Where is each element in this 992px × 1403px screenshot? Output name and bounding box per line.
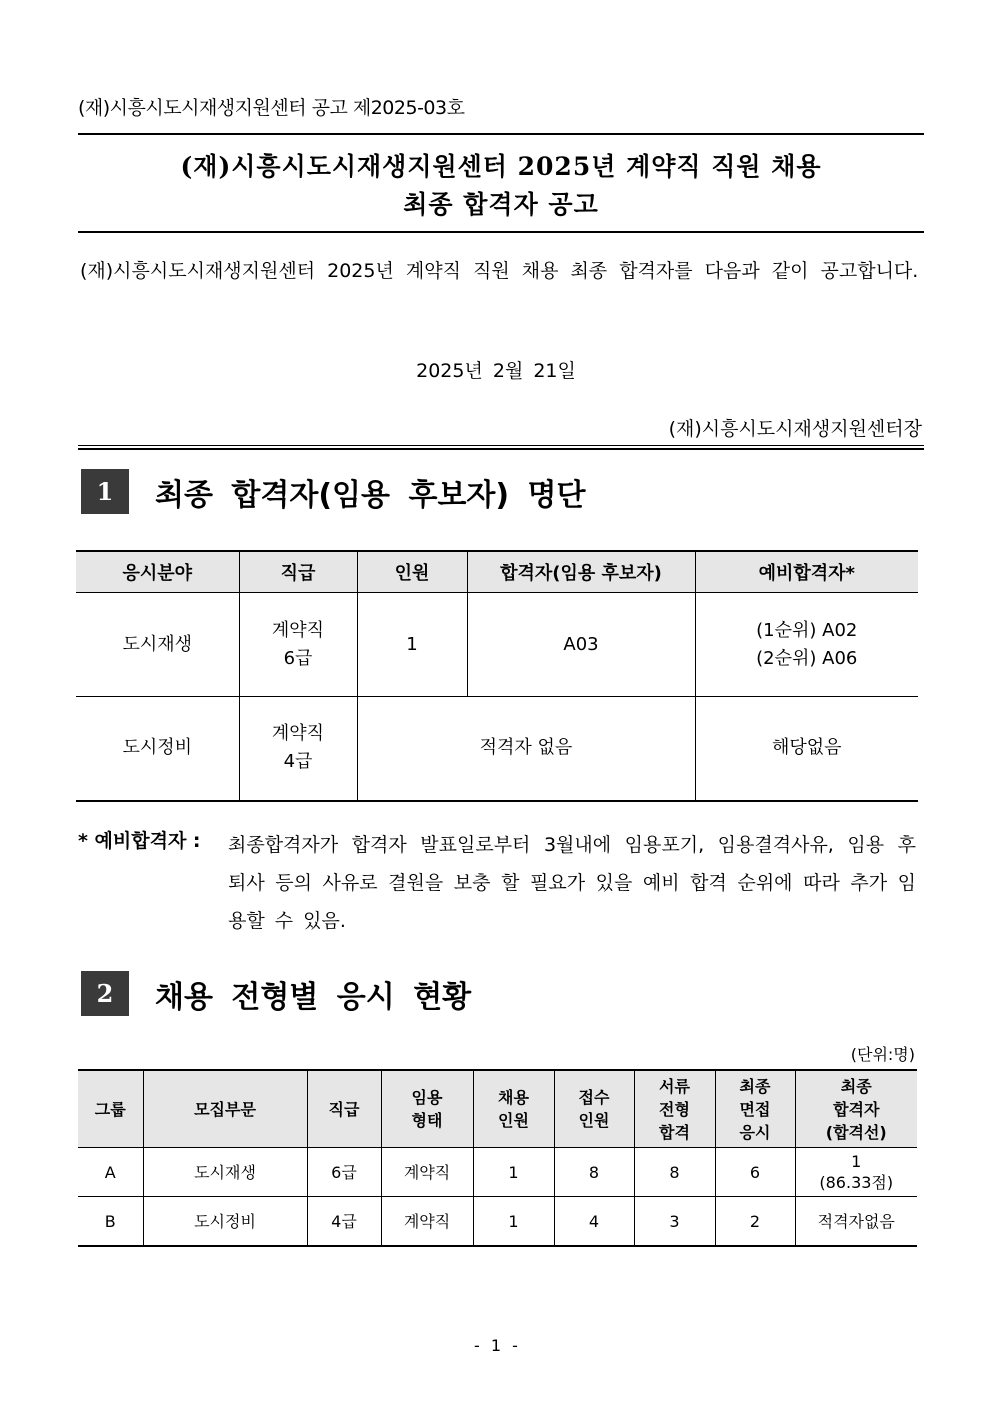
header-top-rule: [78, 133, 924, 135]
cell-final-line1: 1: [851, 1152, 862, 1171]
cell-dept: 도시정비: [143, 1197, 307, 1247]
col-header-hire: [473, 1070, 554, 1148]
header-text: 직급: [328, 1099, 360, 1119]
table-row: [76, 697, 918, 801]
col-header-grade: [307, 1070, 381, 1148]
cell-applied: 4: [554, 1197, 634, 1247]
issuer: (재)시흥시도시재생지원센터장: [668, 418, 922, 440]
announcement-date: 2025년 2월 21일: [416, 360, 576, 382]
cell-final-line2: (86.33점): [819, 1173, 894, 1192]
cell-type: 계약직: [381, 1197, 473, 1247]
cell-grade-line2: 6급: [283, 647, 313, 669]
table-row: [78, 1197, 917, 1247]
header-text: 합격자: [833, 1099, 880, 1119]
header-text: 인원: [578, 1111, 610, 1130]
cell-applied: 8: [554, 1148, 634, 1197]
col-header-doc-pass: [634, 1070, 715, 1148]
header-text: 접수: [578, 1088, 610, 1107]
cell-hire: 1: [473, 1148, 554, 1197]
cell-field: 도시재생: [76, 593, 239, 697]
col-header-final: [795, 1070, 917, 1148]
cell-field: 도시정비: [76, 697, 239, 801]
header-text: 전형: [659, 1099, 690, 1119]
header-text: 임용: [411, 1088, 443, 1107]
cell-grade-line1: 계약직: [271, 619, 325, 641]
cell-no-qualified: 적격자 없음: [357, 697, 695, 801]
col-header-field: 응시분야: [76, 551, 239, 593]
header-text: 최종: [739, 1076, 771, 1096]
header-bottom-rule: [78, 231, 924, 233]
table-header-row: [76, 551, 918, 593]
col-header-passer: 합격자(임용 후보자): [467, 551, 695, 593]
cell-reserve: [695, 593, 918, 697]
col-header-interview: [715, 1070, 795, 1148]
header-text: 채용: [498, 1088, 529, 1107]
col-header-count: 인원: [357, 551, 467, 593]
header-text: 합격: [659, 1122, 690, 1142]
notice-number: (재)시흥시도시재생지원센터 공고 제2025-03호: [78, 97, 465, 119]
cell-doc-pass: 8: [634, 1148, 715, 1197]
header-text: 면접: [739, 1099, 771, 1119]
cell-interview: 6: [715, 1148, 795, 1197]
header-text: 최종: [840, 1076, 872, 1096]
cell-passer: A03: [467, 593, 695, 697]
issuer-double-rule-top: [78, 445, 924, 446]
cell-doc-pass: 3: [634, 1197, 715, 1247]
cell-count: 1: [357, 593, 467, 697]
cell-dept: 도시재생: [143, 1148, 307, 1197]
col-header-grade: 직급: [239, 551, 357, 593]
cell-grade-line1: 계약직: [271, 723, 325, 745]
cell-reserve-line2: (2순위) A06: [756, 647, 858, 669]
cell-reserve-line1: (1순위) A02: [756, 619, 858, 641]
unit-label: (단위:명): [850, 1045, 915, 1064]
col-header-applied: [554, 1070, 634, 1148]
header-text: 인원: [498, 1111, 529, 1130]
cell-reserve: 해당없음: [695, 697, 918, 801]
section-2-title: 채용 전형별 응시 현황: [155, 980, 472, 1015]
col-header-group: [78, 1070, 143, 1148]
cell-interview: 2: [715, 1197, 795, 1247]
page-number: - 1 -: [474, 1336, 518, 1355]
cell-group: A: [78, 1148, 143, 1197]
cell-grade: [239, 593, 357, 697]
issuer-double-rule-bottom: [78, 448, 924, 450]
table-header-row: [78, 1070, 917, 1148]
header-text: 그룹: [94, 1099, 126, 1119]
cell-group: B: [78, 1197, 143, 1247]
cell-grade: 6급: [307, 1148, 381, 1197]
section-2-number: 2: [81, 971, 129, 1016]
header-text: 응시: [739, 1122, 771, 1142]
table-row: [78, 1148, 917, 1197]
intro-text: (재)시흥시도시재생지원센터 2025년 계약직 직원 채용 최종 합격자를 다음과 같이 공고합니다.: [80, 260, 919, 282]
cell-hire: 1: [473, 1197, 554, 1247]
note-text: 최종합격자가 합격자 발표일로부터 3월내에 임용포기, 임용결격사유, 임용 후 퇴사 등의 사유로 결원을 보충 할 필요가 있을 예비 합격 순위에 따라 추가 임용할 수 있음.: [228, 834, 916, 932]
col-header-type: [381, 1070, 473, 1148]
cell-grade-line2: 4급: [283, 751, 313, 773]
cell-grade: [239, 697, 357, 801]
cell-final: [795, 1148, 917, 1197]
header-text: 형태: [411, 1111, 443, 1130]
table-row: [76, 593, 918, 697]
col-header-reserve: 예비합격자*: [695, 551, 918, 593]
cell-final: 적격자없음: [795, 1197, 917, 1247]
note-label: * 예비합격자 :: [78, 830, 201, 852]
title-line-1: (재)시흥시도시재생지원센터 2025년 계약직 직원 채용: [180, 152, 822, 181]
final-passers-table: [76, 550, 918, 802]
header-text: 모집부문: [194, 1099, 256, 1119]
cell-grade: 4급: [307, 1197, 381, 1247]
section-1-title: 최종 합격자(임용 후보자) 명단: [155, 478, 586, 513]
header-text: 서류: [659, 1076, 690, 1096]
header-text: (합격선): [825, 1122, 887, 1142]
applicant-status-table: [78, 1069, 917, 1247]
col-header-dept: [143, 1070, 307, 1148]
section-1-number: 1: [81, 469, 129, 514]
title-line-2: 최종 합격자 공고: [403, 190, 599, 219]
cell-type: 계약직: [381, 1148, 473, 1197]
